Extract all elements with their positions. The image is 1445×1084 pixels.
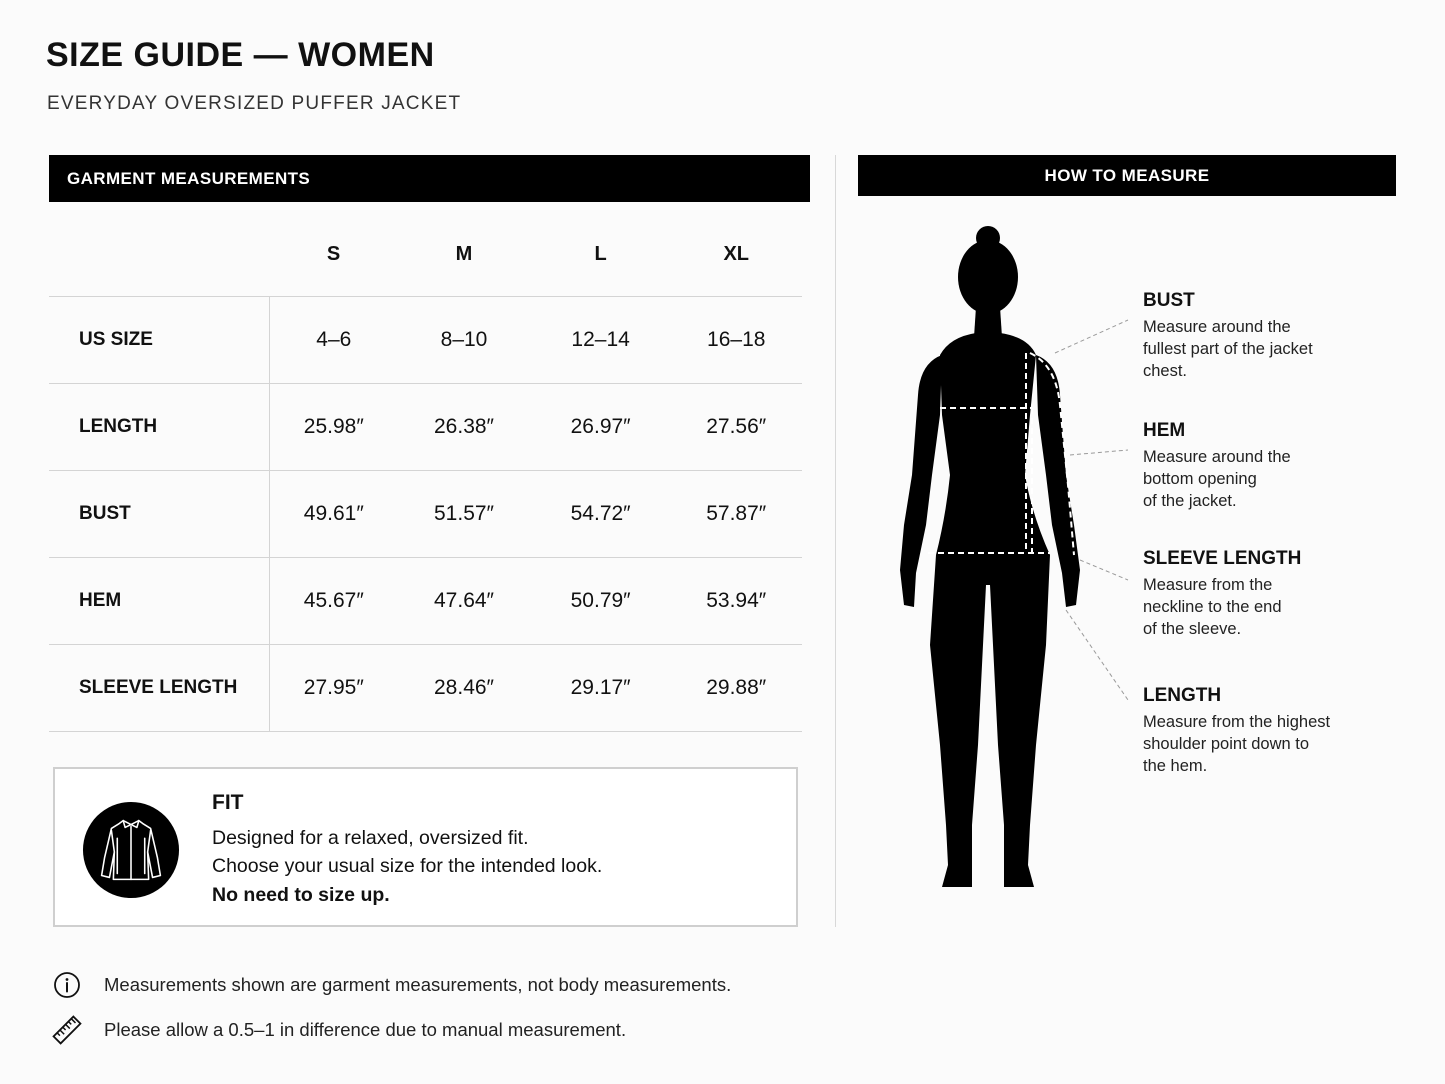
table-cell: 45.67″ [303,589,364,612]
note-text: Please allow a 0.5–1 in difference due to manual measurement. [104,1019,627,1040]
size-header-l: L [594,242,607,265]
measure-title: SLEEVE LENGTH [1143,548,1302,569]
fit-info-box [53,767,798,927]
size-header-xl: XL [723,242,750,265]
size-header-s: S [326,242,341,265]
row-label: SLEEVE LENGTH [49,645,270,732]
measure-label-length [1143,685,1330,777]
table-cell: 47.64″ [434,589,494,612]
how-to-measure-header: HOW TO MEASURE [858,155,1396,196]
table-cell: 27.95″ [303,676,364,699]
table-row-hem [49,558,802,645]
table-cell: 26.38″ [434,415,494,438]
measure-title: BUST [1143,290,1195,311]
fit-emphasis-line: No need to size up. [212,884,390,906]
info-icon [52,970,82,1000]
table-cell: 50.79″ [570,589,631,612]
product-name: EVERYDAY OVERSIZED PUFFER JACKET [47,93,462,114]
table-cell: 12–14 [571,328,630,351]
table-row-bust [49,471,802,558]
table-cell: 16–18 [707,328,766,351]
row-label: LENGTH [49,384,270,471]
fit-description-line: Designed for a relaxed, oversized fit. [212,827,529,849]
measure-description: Measure from the highest shoulder point down to the hem. [1143,713,1331,775]
table-cell: 49.61″ [303,502,364,525]
ruler-icon [52,1015,82,1045]
row-label: HEM [49,558,270,645]
table-row-length [49,384,802,471]
column-divider [835,155,836,927]
measure-description: Measure from the neckline to the end of the sleeve. [1143,576,1282,638]
table-row-us-size [49,297,802,384]
table-cell: 53.94″ [706,589,767,612]
table-cell: 51.57″ [434,502,494,525]
measure-label-sleeve-length [1143,548,1301,640]
measure-description: Measure around the bottom opening of the jacket. [1143,448,1291,510]
measure-title: LENGTH [1143,685,1222,706]
female-silhouette [880,225,1140,895]
measure-label-bust [1143,290,1313,382]
table-row-sleeve-length [49,645,802,732]
measure-title: HEM [1143,420,1186,441]
table-cell: 54.72″ [570,502,631,525]
row-label: US SIZE [49,297,270,384]
table-cell: 57.87″ [706,502,767,525]
table-cell: 8–10 [440,328,488,351]
page-title: SIZE GUIDE — WOMEN [46,36,435,74]
table-cell: 4–6 [316,328,352,351]
table-cell: 27.56″ [706,415,767,438]
table-corner [49,212,270,297]
table-cell: 26.97″ [570,415,631,438]
size-header-m: M [455,242,473,265]
fit-title: FIT [212,791,244,814]
fit-description-line: Choose your usual size for the intended look. [212,855,603,877]
size-table [49,212,802,732]
table-cell: 29.17″ [570,676,631,699]
jacket-icon [82,801,180,899]
row-label: BUST [49,471,270,558]
measure-label-hem [1143,420,1291,512]
table-cell: 28.46″ [434,676,494,699]
size-header-row [49,212,802,297]
table-cell: 25.98″ [303,415,364,438]
note-garment-measurements [52,970,731,1000]
note-text: Measurements shown are garment measurements, not body measurements. [104,974,732,995]
measure-description: Measure around the fullest part of the jacket chest. [1143,318,1313,380]
table-cell: 29.88″ [706,676,767,699]
note-manual-measurement [52,1015,626,1045]
garment-measurements-header: GARMENT MEASUREMENTS [49,155,810,202]
